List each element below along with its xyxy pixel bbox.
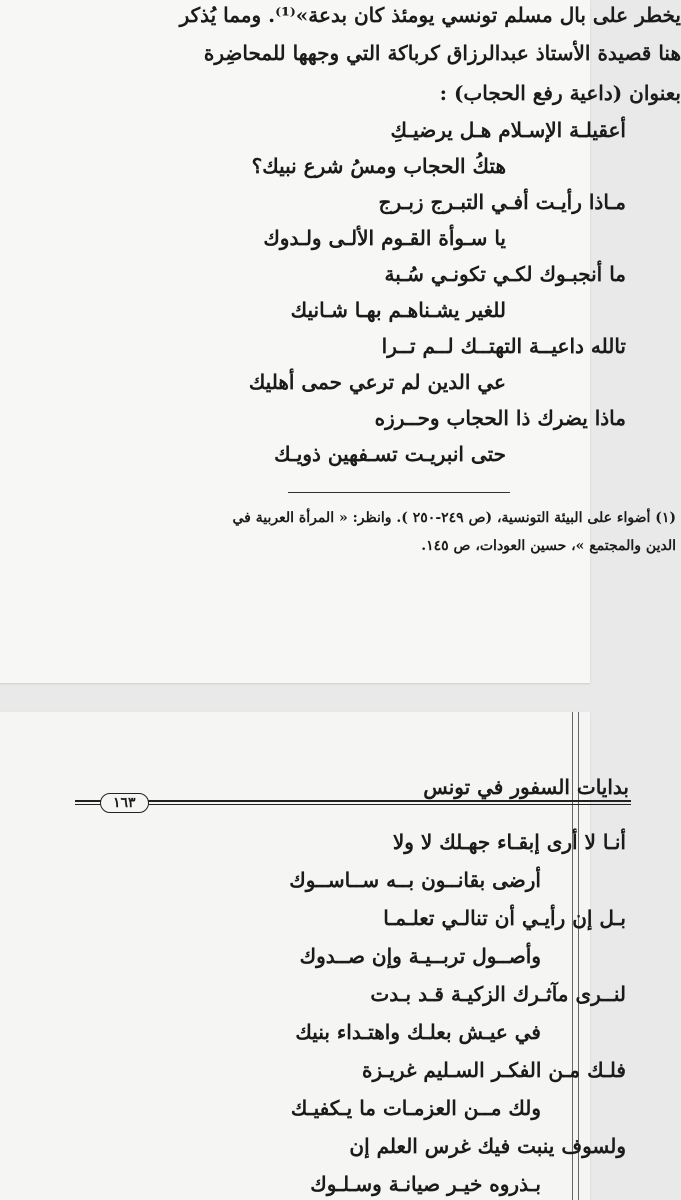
- poem-verse: في عيـش بعلـك واهتـداء بنيك: [295, 1020, 541, 1044]
- poem-verse: ما أنجبـوك لكـي تكونـي سُـبة: [384, 262, 626, 286]
- poem-verse: وأصــول تربــيـة وإن صــدوك: [299, 944, 541, 968]
- poem-verse: ماذا يضرك ذا الحجاب وحــرزه: [374, 406, 626, 430]
- poem-verse: يا سـوأة القـوم الألـى ولـدوك: [263, 226, 506, 250]
- poem-verse: أعقيلـة الإسـلام هـل يرضيـكِ: [390, 118, 626, 142]
- page-number: ١٦٣: [100, 793, 149, 813]
- header-rule: [75, 804, 631, 805]
- poem-verse: حتى انبريـت تسـفهين ذويـك: [274, 442, 506, 466]
- prose-line: بعنوان (داعية رفع الحجاب) :: [439, 81, 681, 105]
- poem-verse: أنـا لا أرى إبقـاء جهـلك لا ولا: [392, 830, 626, 854]
- poem-verse: مـاذا رأيـت أفـي التبـرج زبـرج: [378, 190, 626, 214]
- poem-verse: لنــرى مآثـرك الزكيـة قـد بـدت: [370, 982, 626, 1006]
- footnote-divider: [288, 492, 510, 493]
- header-rule: [75, 800, 631, 802]
- running-header-title: بدايات السفور في تونس: [423, 775, 629, 799]
- poem-verse: تالله داعيــة التهتــك لــم تــرا: [381, 334, 626, 358]
- footnote-line: الدين والمجتمع »، حسين العودات، ص ١٤٥.: [421, 538, 676, 554]
- poem-verse: أرضى بقانــون بــه ســاســوك: [289, 868, 541, 892]
- prose-line: هنا قصيدة الأستاذ عبدالرزاق كرباكة التي وجهها للمحاضِرة: [203, 41, 681, 65]
- poem-verse: ولسوف ينبت فيك غرس العلم إن: [349, 1134, 626, 1158]
- poem-verse: للغير يشـناهـم بهـا شـانيك: [290, 298, 506, 322]
- poem-verse: بـل إن رأيـي أن تنالـي تعلـمـا: [383, 906, 626, 930]
- footnote-line: (١) أضواء على البيئة التونسية، (ص ٢٤٩-٢٥٠ ). وانظر: « المرأة العربية في: [232, 510, 676, 526]
- poem-verse: ولك مــن العزمـات ما يـكفيـك: [290, 1096, 541, 1120]
- poem-verse: عي الدين لم ترعي حمى أهليك: [248, 370, 506, 394]
- prose-line: يخطر على بال مسلم تونسي يومئذ كان بدعة»⁽¹⁾. ومما يُذكر: [179, 3, 681, 27]
- poem-verse: هتكُ الحجاب ومسُ شرع نبيك؟: [251, 154, 506, 178]
- poem-verse: فلـك مـن الفكـر السـليم غريـزة: [361, 1058, 626, 1082]
- poem-verse: بـذروه خيـر صيانـة وسـلـوك: [310, 1172, 541, 1196]
